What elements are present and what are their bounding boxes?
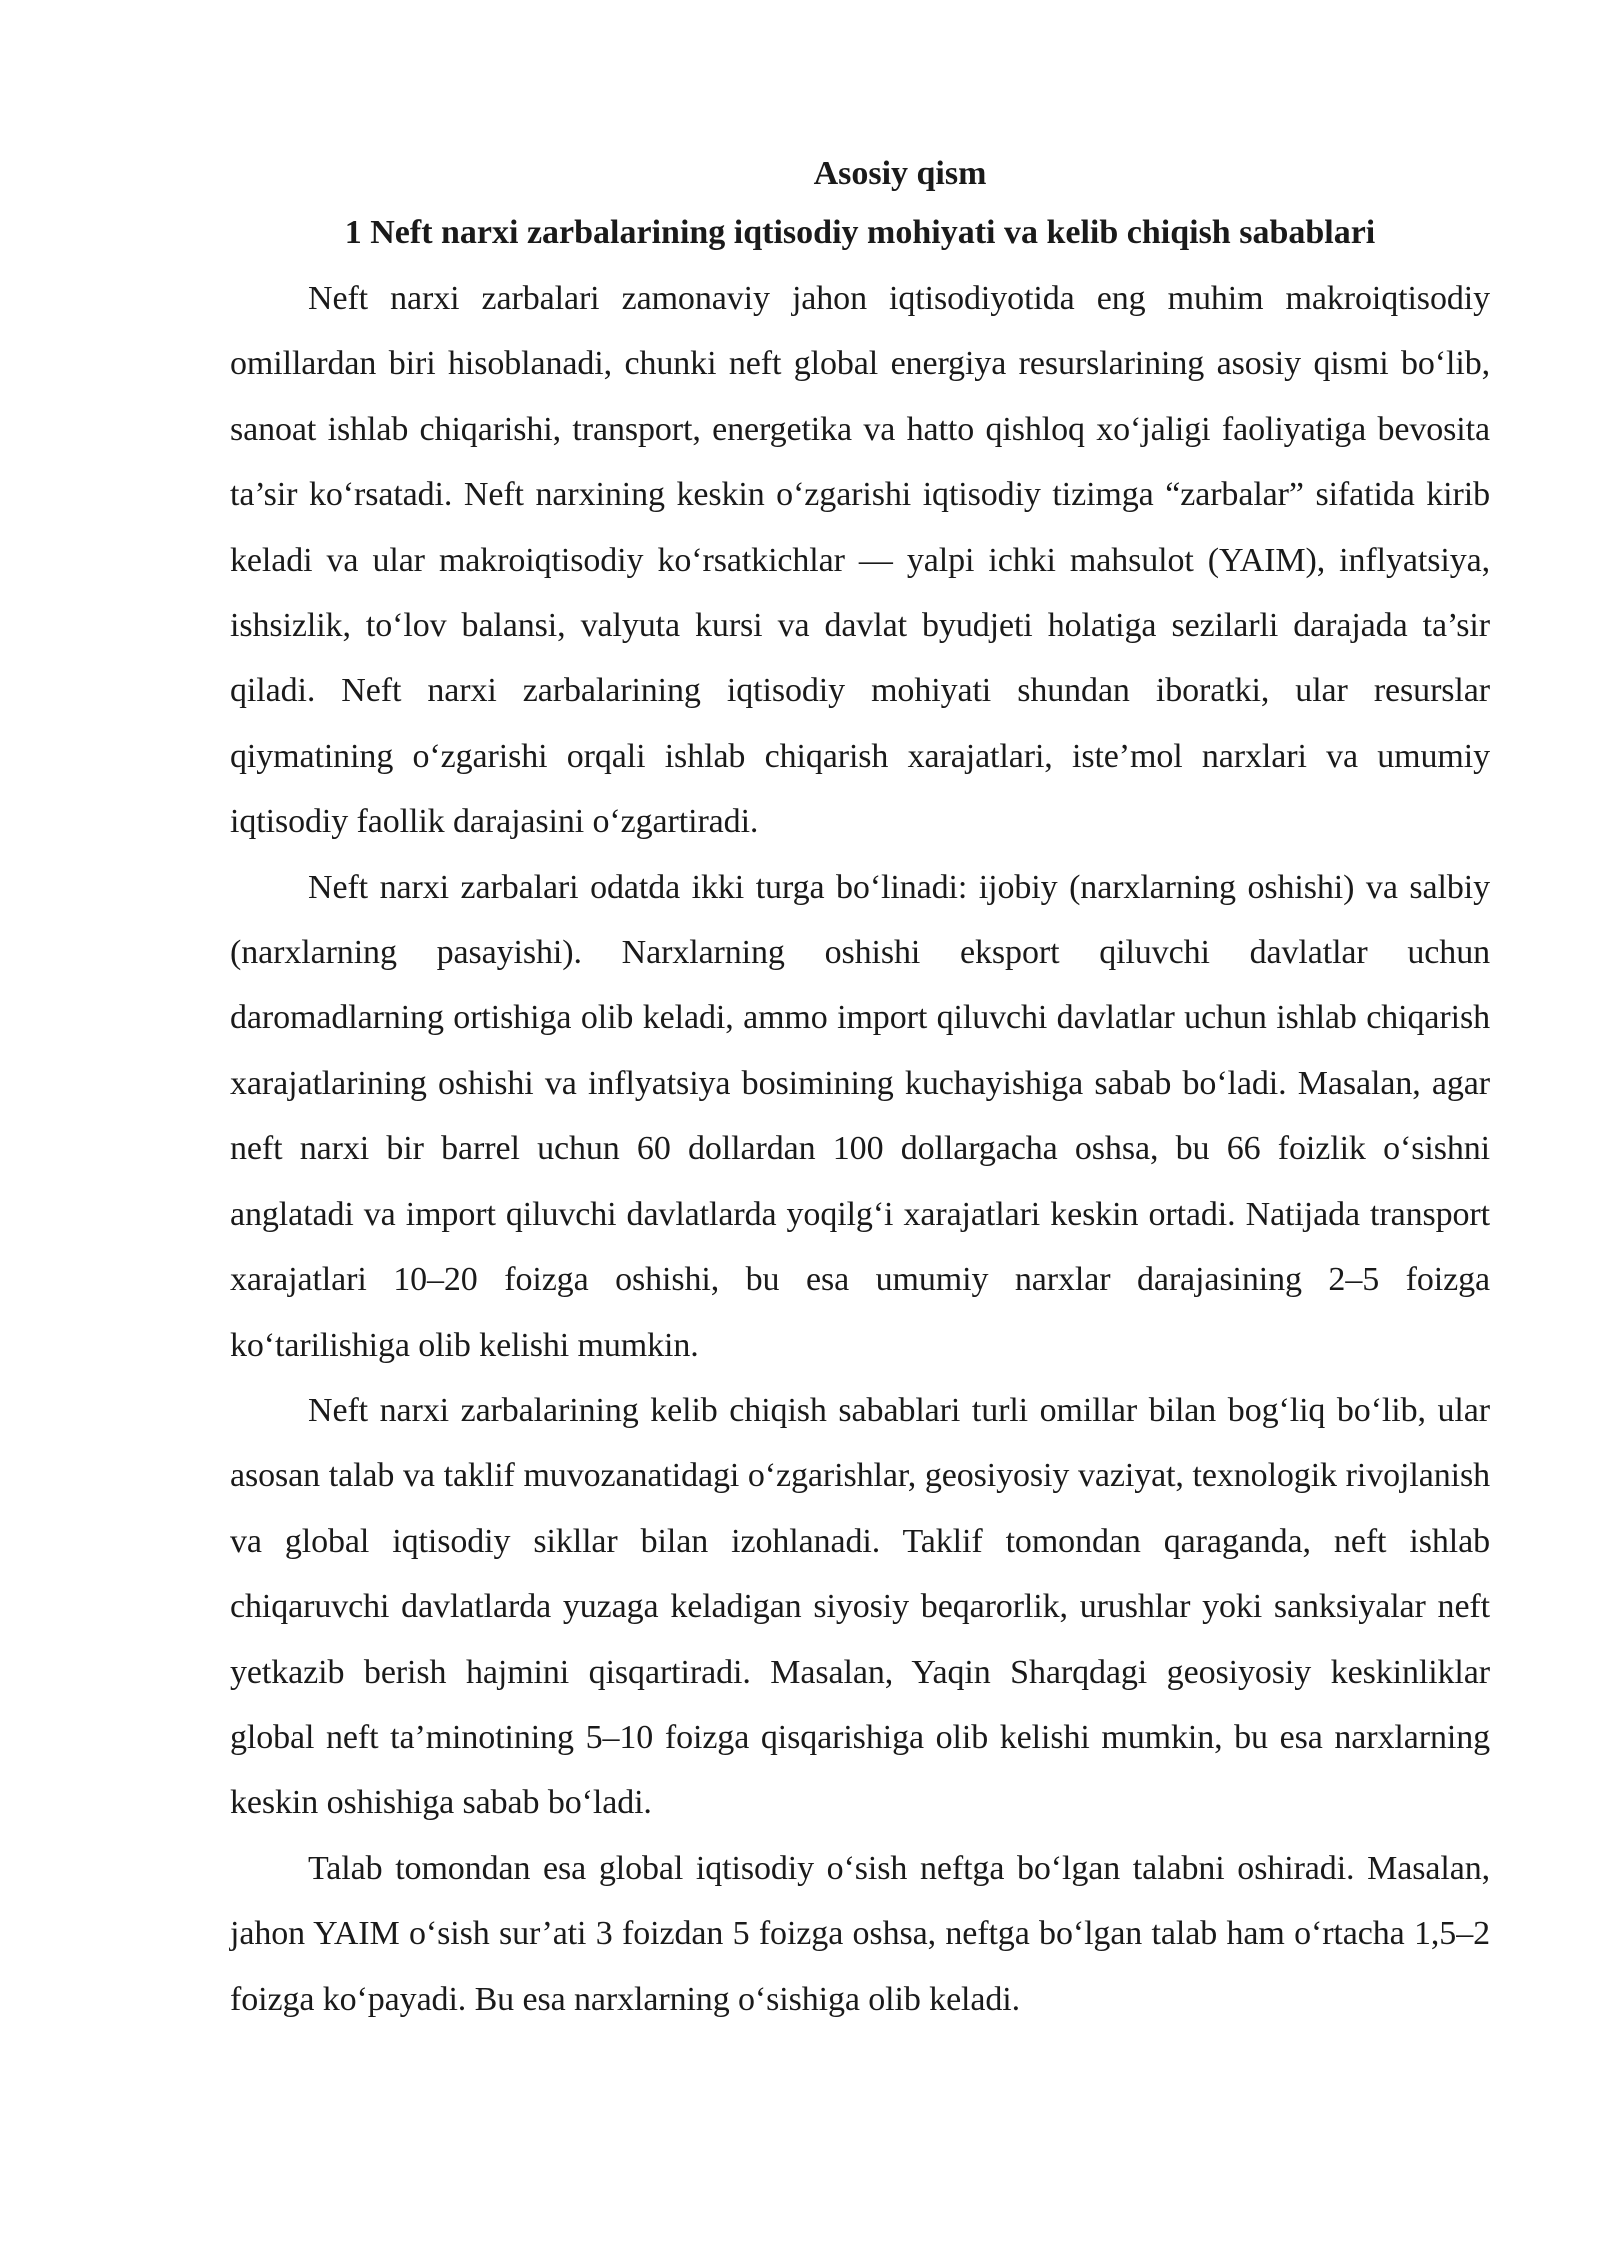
paragraph-1: Neft narxi zarbalari zamonaviy jahon iqtisodiyotida eng muhim makroiqtisodiy omillardan biri hisoblanadi, chunki neft global energiya resurslarining asosiy qismi bo‘lib, sanoat ishlab chiqarishi, transport, energetika va hatto qishloq xo‘jaligi faoliyatiga bevosita ta’sir ko‘rsatadi. Neft narxining keskin o‘zgarishi iqtisodiy tizimga “zarbalar” sifatida kirib keladi va ular makroiqtisodiy ko‘rsatkichlar — yalpi ichki mahsulot (YAIM), inflyatsiya, ishsizlik, to‘lov balansi, valyuta kursi va davlat byudjeti holatiga sezilarli darajada ta’sir qiladi. Neft narxi zarbalarining iqtisodiy mohiyati shundan iboratki, ular resurslar qiymatining o‘zgarishi orqali ishlab chiqarish xarajatlari, iste’mol narxlari va umumiy iqtisodiy faollik darajasini o‘zgartiradi. (230, 280, 1490, 841)
page-title: Asosiy qism (813, 155, 987, 192)
paragraph-2: Neft narxi zarbalari odatda ikki turga bo‘linadi: ijobiy (narxlarning oshishi) va salbiy (narxlarning pasayishi). Narxlarning oshishi eksport qiluvchi davlatlar uchun daromadlarning ortishiga olib keladi, ammo import qiluvchi davlatlar uchun ishlab chiqarish xarajatlarining oshishi va inflyatsiya bosimining kuchayishiga sabab bo‘ladi. Masalan, agar neft narxi bir barrel uchun 60 dollardan 100 dollargacha oshsa, bu 66 foizlik o‘sishni anglatadi va import qiluvchi davlatlarda yoqilg‘i xarajatlari keskin ortadi. Natijada transport xarajatlari 10–20 foizga oshishi, bu esa umumiy narxlar darajasining 2–5 foizga ko‘tarilishiga olib kelishi mumkin. (230, 868, 1490, 1364)
section-title: 1 Neft narxi zarbalarining iqtisodiy mohiyati va kelib chiqish sabablari (344, 214, 1376, 251)
document-body (230, 146, 1490, 2032)
paragraph-3: Neft narxi zarbalarining kelib chiqish sabablari turli omillar bilan bog‘liq bo‘lib, ular asosan talab va taklif muvozanatidagi o‘zgarishlar, geosiyosiy vaziyat, texnologik rivojlanish va global iqtisodiy sikllar bilan izohlanadi. Taklif tomondan qaraganda, neft ishlab chiqaruvchi davlatlarda yuzaga keladigan siyosiy beqarorlik, urushlar yoki sanksiyalar neft yetkazib berish hajmini qisqartiradi. Masalan, Yaqin Sharqdagi geosiyosiy keskinliklar global neft ta’minotining 5–10 foizga qisqarishiga olib kelishi mumkin, bu esa narxlarning keskin oshishiga sabab bo‘ladi. (230, 1391, 1490, 1822)
paragraph-4: Talab tomondan esa global iqtisodiy o‘sish neftga bo‘lgan talabni oshiradi. Masalan, jahon YAIM o‘sish sur’ati 3 foizdan 5 foizga oshsa, neftga bo‘lgan talab ham o‘rtacha 1,5–2 foizga ko‘payadi. Bu esa narxlarning o‘sishiga olib keladi. (230, 1849, 1490, 2018)
